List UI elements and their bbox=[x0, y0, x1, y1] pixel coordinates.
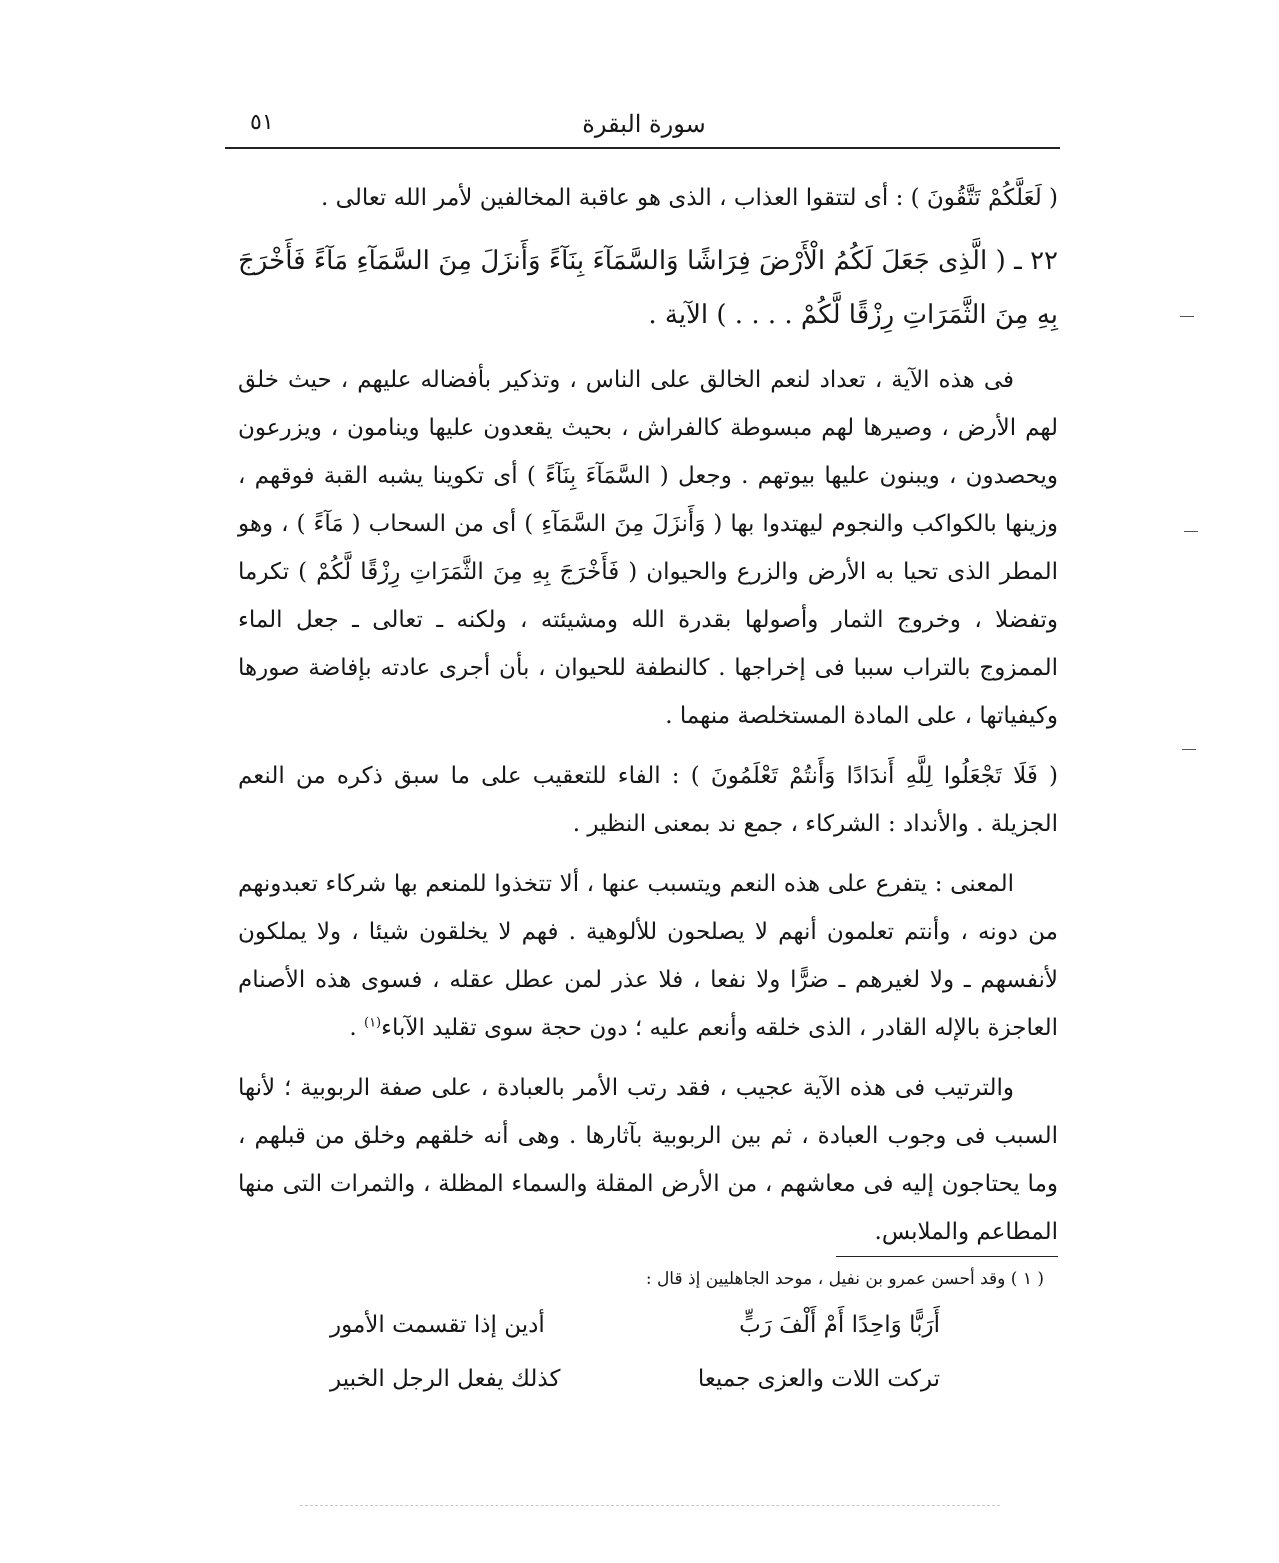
meaning-text: المعنى : يتفرع على هذه النعم ويتسبب عنها ، ألا تتخذوا للمنعم بها شركاء تعبدونهم من دونه ، وأنتم تعلمون أنهم لا يصلحون للألوهية . فهم لا يخلقون شيئا ، ولا يملكون لأنفسهم ـ ولا لغيرهم ـ ضرًّا ولا نفعا ، فلا عذر لمن عطل عقله ، فسوى هذه الأصنام العاجزة بالإله القادر ، الذى خلقه وأنعم عليه ؛ دون حجة سوى تقليد الآباء bbox=[238, 871, 1058, 1041]
surah-title: سورة البقرة bbox=[582, 110, 706, 138]
footnote-divider bbox=[836, 1256, 1058, 1257]
scan-bottom-artifact bbox=[300, 1505, 1000, 1506]
poem-line bbox=[330, 1312, 940, 1366]
paragraph-tafsir-tattaqun: ( لَعَلَّكُمْ تَتَّقُونَ ) : أى لتتقوا العذاب ، الذى هو عاقبة المخالفين لأمر الله تعالى . bbox=[321, 185, 1058, 211]
footnote-reference: (١) bbox=[363, 1015, 382, 1031]
poem-hemistich-second: أدين إذا تقسمت الأمور bbox=[330, 1312, 545, 1338]
footnote: ( ١ ) وقد أحسن عمرو بن نفيل ، موحد الجاهليين إذ قال : bbox=[645, 1269, 1044, 1289]
paragraph-order: والترتيب فى هذه الآية عجيب ، فقد رتب الأمر بالعبادة ، على صفة الربوبية ؛ لأنها السبب فى وجوب العبادة ، ثم بين الربوبية بآثارها . وهى أنه خلقهم وخلق من قبلهم ، وما يحتاجون إليه فى معاشهم ، من الأرض المقلة والسماء المظلة ، والثمرات التى منها المطاعم والملابس. bbox=[238, 1075, 1058, 1245]
meaning-end-period: . bbox=[349, 1015, 357, 1041]
poem-hemistich-first: أَرَبًّا وَاحِدًا أَمْ أَلْفَ رَبٍّ bbox=[739, 1312, 940, 1338]
page-number: ٥١ bbox=[250, 110, 274, 135]
scan-margin-mark bbox=[1180, 316, 1194, 317]
paragraph-explanation: فى هذه الآية ، تعداد لنعم الخالق على الناس ، وتذكير بأفضاله عليهم ، حيث خلق لهم الأرض ، وصيرها لهم مبسوطة كالفراش ، بحيث يقعدون عليها وينامون ، ويزرعون ويحصدون ، ويبنون عليها بيوتهم . وجعل ( السَّمَآءَ بِنَآءً ) أى تكوينا يشبه القبة فوقهم ، وزينها بالكواكب والنجوم ليهتدوا بها ( وَأَنزَلَ مِنَ السَّمَآءِ ) أى من السحاب ( مَآءً ) ، وهو المطر الذى تحيا به الأرض والزرع والحيوان ( فَأَخْرَجَ بِهِ مِنَ الثَّمَرَاتِ رِزْقًا لَّكُمْ ) تكرما وتفضلا ، وخروج الثمار وأصولها بقدرة الله ومشيئته ، ولكنه ـ تعالى ـ جعل الماء الممزوج بالتراب سببا فى إخراجها . كالنطفة للحيوان ، بأن أجرى عادته بإفاضة صورها وكيفياتها ، على المادة المستخلصة منهما . bbox=[238, 367, 1058, 729]
verse-22: ٢٢ ـ ( الَّذِى جَعَلَ لَكُمُ الْأَرْضَ فِرَاشًا وَالسَّمَآءَ بِنَآءً وَأَنزَلَ مِنَ السَّمَآءِ مَآءً فَأَخْرَجَ بِهِ مِنَ الثَّمَرَاتِ رِزْقًا لَّكُمْ . . . . ) الآية . bbox=[238, 246, 1058, 330]
scan-margin-mark bbox=[1184, 531, 1198, 532]
scan-margin-mark bbox=[1182, 749, 1196, 750]
page-header bbox=[228, 108, 1060, 144]
paragraph-meaning bbox=[238, 860, 1058, 1052]
poem-line bbox=[330, 1366, 940, 1420]
paragraph-andad: ( فَلَا تَجْعَلُوا لِلَّهِ أَندَادًا وَأَنتُمْ تَعْلَمُونَ ) : الفاء للتعقيب على ما سبق ذكره من النعم الجزيلة . والأنداد : الشركاء ، جمع ند بمعنى النظير . bbox=[238, 763, 1058, 837]
main-text bbox=[238, 174, 1058, 1268]
header-divider bbox=[225, 147, 1060, 149]
poem-hemistich-first: تركت اللات والعزى جميعا bbox=[697, 1366, 940, 1392]
poem bbox=[330, 1312, 940, 1420]
poem-hemistich-second: كذلك يفعل الرجل الخبير bbox=[330, 1366, 561, 1392]
